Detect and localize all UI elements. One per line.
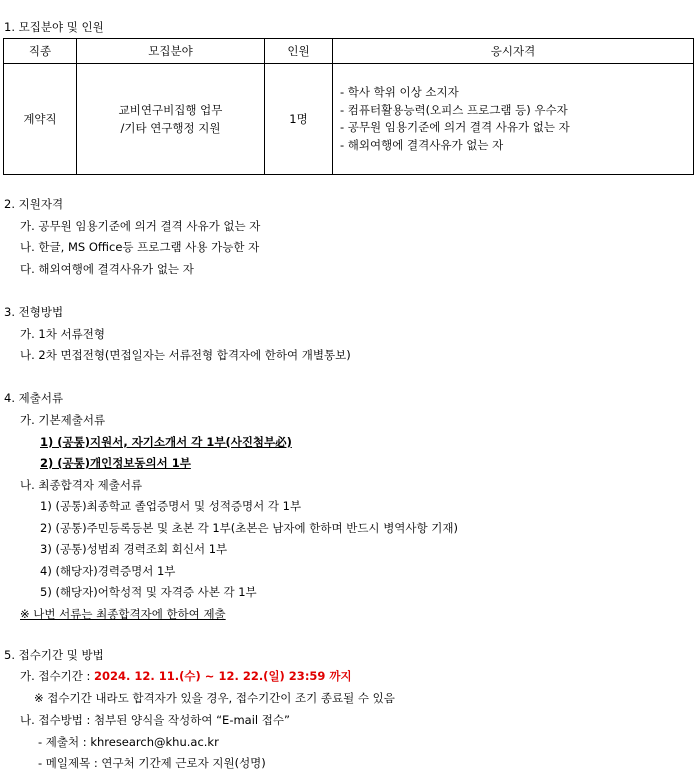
section2-heading: 2. 지원자격 xyxy=(4,197,64,211)
application-period-note: ※ 접수기간 내라도 합격자가 있을 경우, 접수기간이 조기 종료될 수 있음 xyxy=(34,691,395,705)
cell-job-type: 계약직 xyxy=(4,64,77,175)
final-document-item: 2) (공통)주민등록등본 및 초본 각 1부(초본은 남자에 한하며 반드시 병역사항 기재) xyxy=(40,521,458,535)
header-job-type: 직종 xyxy=(4,39,77,64)
header-count: 인원 xyxy=(265,39,333,64)
qualification-item: - 공무원 임용기준에 의거 결격 사유가 없는 자 xyxy=(340,120,570,134)
section2-item: 나. 한글, MS Office등 프로그램 사용 가능한 자 xyxy=(20,240,260,254)
recruitment-table xyxy=(3,38,694,175)
section4-heading: 4. 제출서류 xyxy=(4,391,64,405)
final-document-item: 3) (공통)성범죄 경력조회 회신서 1부 xyxy=(40,542,228,556)
basic-document-item: 2) (공통)개인정보동의서 1부 xyxy=(40,456,191,470)
final-document-item: 4) (해당자)경력증명서 1부 xyxy=(40,564,176,578)
section2-item: 다. 해외여행에 결격사유가 없는 자 xyxy=(20,262,194,276)
application-method: 나. 접수방법 : 첨부된 양식을 작성하여 “E-mail 접수” xyxy=(20,713,290,727)
application-period-label: 가. 접수기간 : xyxy=(20,669,95,683)
field-line-2: /기타 연구행정 지원 xyxy=(120,121,221,135)
submission-email: - 제출처 : khresearch@khu.ac.kr xyxy=(38,735,219,749)
section1-heading: 1. 모집분야 및 인원 xyxy=(4,20,104,34)
section3-heading: 3. 전형방법 xyxy=(4,305,64,319)
field-line-1: 교비연구비집행 업무 xyxy=(118,103,223,117)
section2-item: 가. 공무원 임용기준에 의거 결격 사유가 없는 자 xyxy=(20,219,261,233)
table-header-row xyxy=(4,39,694,64)
qualification-item: - 해외여행에 결격사유가 없는 자 xyxy=(340,137,504,152)
cell-qualifications xyxy=(333,64,694,175)
header-qualifications: 응시자격 xyxy=(333,39,694,64)
final-document-item: 1) (공통)최종학교 졸업증명서 및 성적증명서 각 1부 xyxy=(40,499,302,513)
email-subject: - 메일제목 : 연구처 기간제 근로자 지원(성명) xyxy=(38,756,266,770)
section3-item: 가. 1차 서류전형 xyxy=(20,327,105,341)
qualification-item: - 컴퓨터활용능력(오피스 프로그램 등) 우수자 xyxy=(340,102,568,117)
application-period-value: 2024. 12. 11.(수) ~ 12. 22.(일) 23:59 까지 xyxy=(94,669,352,683)
basic-document-item: 1) (공통)지원서, 자기소개서 각 1부(사진첨부必) xyxy=(40,435,292,449)
section5-heading: 5. 접수기간 및 방법 xyxy=(4,648,104,662)
header-field: 모집분야 xyxy=(77,39,265,64)
final-documents-title: 나. 최종합격자 제출서류 xyxy=(20,478,143,492)
cell-field xyxy=(77,64,265,175)
final-document-item: 5) (해당자)어학성적 및 자격증 사본 각 1부 xyxy=(40,585,257,599)
section3-item: 나. 2차 면접전형(면접일자는 서류전형 합격자에 한하여 개별통보) xyxy=(20,348,351,362)
qualification-item: - 학사 학위 이상 소지자 xyxy=(340,85,459,99)
final-documents-note: ※ 나번 서류는 최종합격자에 한하여 제출 xyxy=(20,607,226,621)
basic-documents-title: 가. 기본제출서류 xyxy=(20,413,106,427)
application-period xyxy=(20,669,352,683)
cell-count: 1명 xyxy=(265,64,333,175)
table-row xyxy=(4,64,694,175)
